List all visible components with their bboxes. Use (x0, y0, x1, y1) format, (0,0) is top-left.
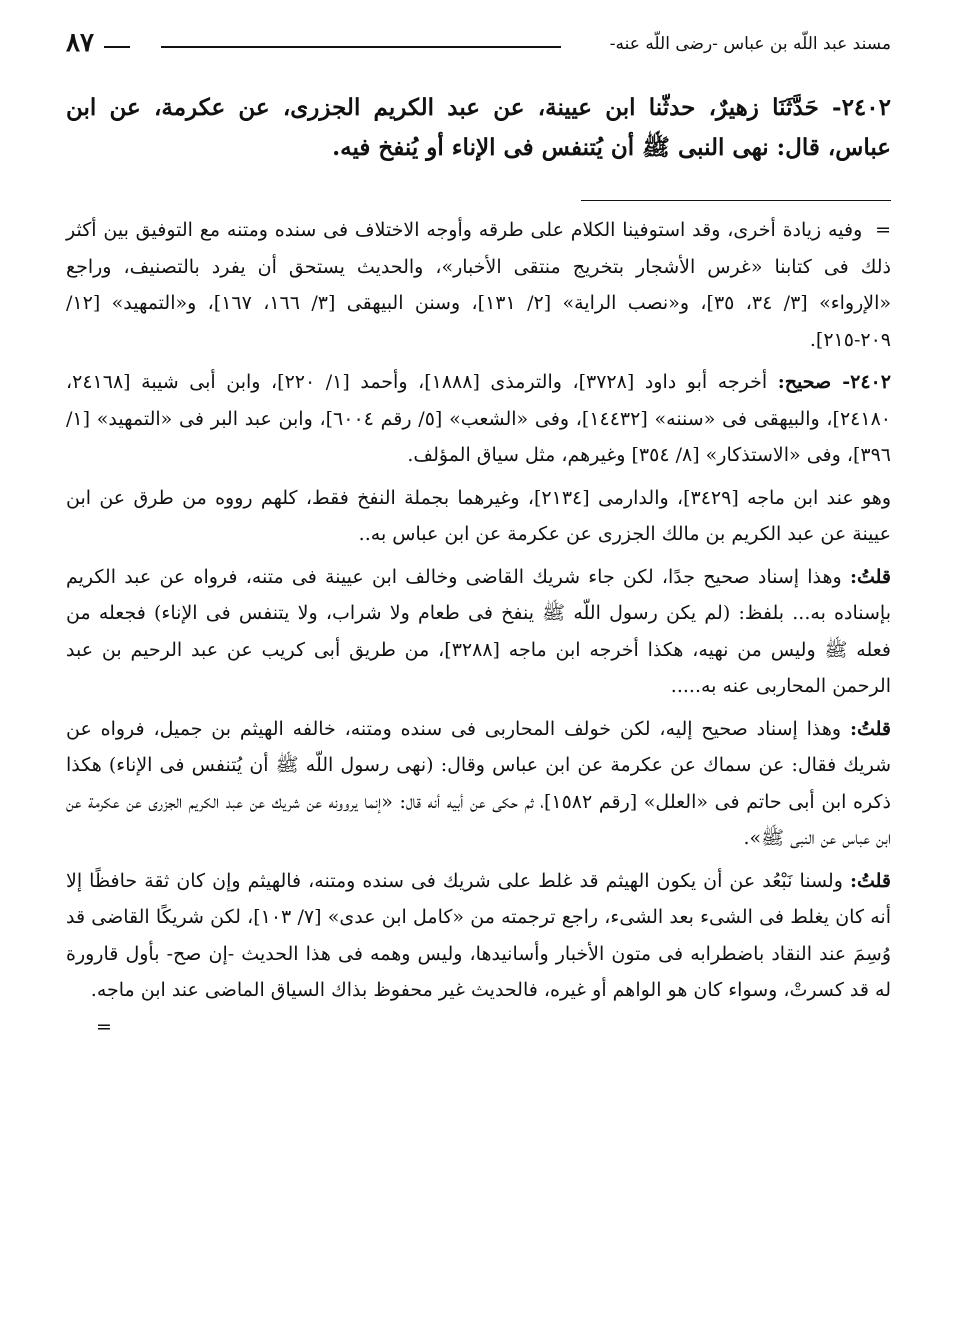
paragraph-qultu-2 (66, 711, 891, 857)
paragraph-qultu-3 (66, 863, 891, 1038)
continuation-text: وفيه زيادة أخرى، وقد استوفينا الكلام على طرقه وأوجه الاختلاف فى سنده ومتنه مع التوفيق بين أكثر ذلك فى كتابنا «غرس الأشجار بتخريج منتقى الأخبار»، والحديث يستحق أن يفرد بالتصنيف، وراجع «الإرواء» [٣/ ٣٤، ٣٥]، و«نصب الراية» [٢/ ١٣١]، وسنن البيهقى [٣/ ١٦٦، ١٦٧]، و«التمهيد» [١٢/ ٢٠٩-٢١٥]. (66, 219, 892, 351)
header-rule-short (104, 46, 130, 48)
footnote-continuation (66, 212, 891, 358)
header-rule (161, 46, 561, 48)
continuation-end-mark: = (96, 1015, 112, 1038)
takhrij-text: أخرجه أبو داود [٣٧٢٨]، والترمذى [١٨٨٨]، وأحمد [١/ ٢٢٠]، وابن أبى شيبة [٢٤١٦٨، ٢٤١٨٠]، والبيهقى فى «سننه» [١٤٤٣٢]، وفى «الشعب» [٥/ رقم ٦٠٠٤]، وابن عبد البر فى «التمهيد» [١/ ٣٩٦]، وفى «الاستذكار» [٨/ ٣٥٤] وغيرهم، مثل سياق المؤلف. (66, 371, 891, 466)
hadith-text (66, 88, 891, 168)
hadith-number: ٢٤٠٢- (832, 94, 891, 121)
takhrij-label: ٢٤٠٢- صحيح: (777, 371, 891, 393)
continuation-mark: = (875, 219, 892, 241)
paragraph-text: وهو عند ابن ماجه [٣٤٢٩]، والدارمى [٢١٣٤]، وغيرهما بجملة النفخ فقط، كلهم رووه من طرق عن ابن عيينة عن عبد الكريم بن مالك الجزرى عن عكرمة عن ابن عباس به.. (66, 486, 891, 545)
footnote-separator (581, 200, 891, 201)
qultu-label: قلتُ: (849, 869, 891, 892)
takhrij-paragraph (66, 364, 891, 474)
qultu-label: قلتُ: (849, 717, 891, 740)
paragraph-text: ولسنا نَبْعُد عن أن يكون الهيثم قد غلط على شريك فى سنده ومتنه، فالهيثم وإن كان ثقة حافظًا إلا أنه كان يغلط فى الشىء بعد الشىء، راجع ترجمته من «كامل ابن عدى» [٧/ ١٠٣]، لكن شريكًا القاضى قد وُسِمَ عند النقاد باضطرابه فى متون الأخبار وأسانيدها، وليس وهمه فى هذا الحديث -إن صح- بأول قارورة له قد كسرتْ، وسواء كان هو الواهم أو غيره، فالحديث غير محفوظ بذاك السياق الماضى عند ابن ماجه. (66, 869, 891, 1001)
footnotes (66, 212, 891, 1045)
hadith-body: زهيرٌ، حدثّنا ابن عيينة، عن عبد الكريم الجزرى، عن عكرمة، عن ابن عباس، قال: نهى النبى ﷺ أن يُتنفس فى الإناء أو يُنفخ فيه. (66, 94, 891, 161)
paragraph-text: وهذا إسناد صحيح جدًا، لكن جاء شريك القاضى وخالف ابن عيينة فى متنه، فرواه عن عبد الكريم بإسناده به... بلفظ: (لم يكن رسول اللّه ﷺ ينفخ فى طعام ولا شراب، ولا يتنفس فى الإناء) فجعله من فعله ﷺ وليس من نهيه، هكذا أخرجه ابن ماجه [٣٢٨٨]، من طريق أبى كريب عن عبد الرحيم بن عبد الرحمن المحاربى عنه به..... (66, 565, 891, 697)
header-title: مسند عبد اللّه بن عباس -رضى اللّه عنه- (609, 34, 891, 54)
running-header (66, 28, 891, 62)
paragraph-ibn-majah (66, 480, 891, 553)
paragraph-qultu-1 (66, 559, 891, 705)
paragraph-text: وهذا إسناد صحيح إليه، لكن خولف المحاربى فى سنده ومتنه، خالفه الهيثم بن جميل، فرواه عن شريك فقال: عن سماك عن عكرمة عن ابن عباس وقال: (نهى رسول اللّه ﷺ أن يُتنفس فى الإناء) هكذا ذكره ابن أبى حاتم فى «العلل» [رقم ١٥٨٢]، ثم حكى عن أبيه أنه قال: «إنما يروونه عن شريك عن عبد الكريم الجزرى عن عكرمة عن ابن عباس عن النبى ﷺ». (66, 717, 891, 849)
qultu-label: قلتُ: (849, 565, 891, 588)
hadith-lead: حَدَّثَنَا (772, 94, 819, 121)
page-number: ٨٧ (66, 28, 94, 58)
